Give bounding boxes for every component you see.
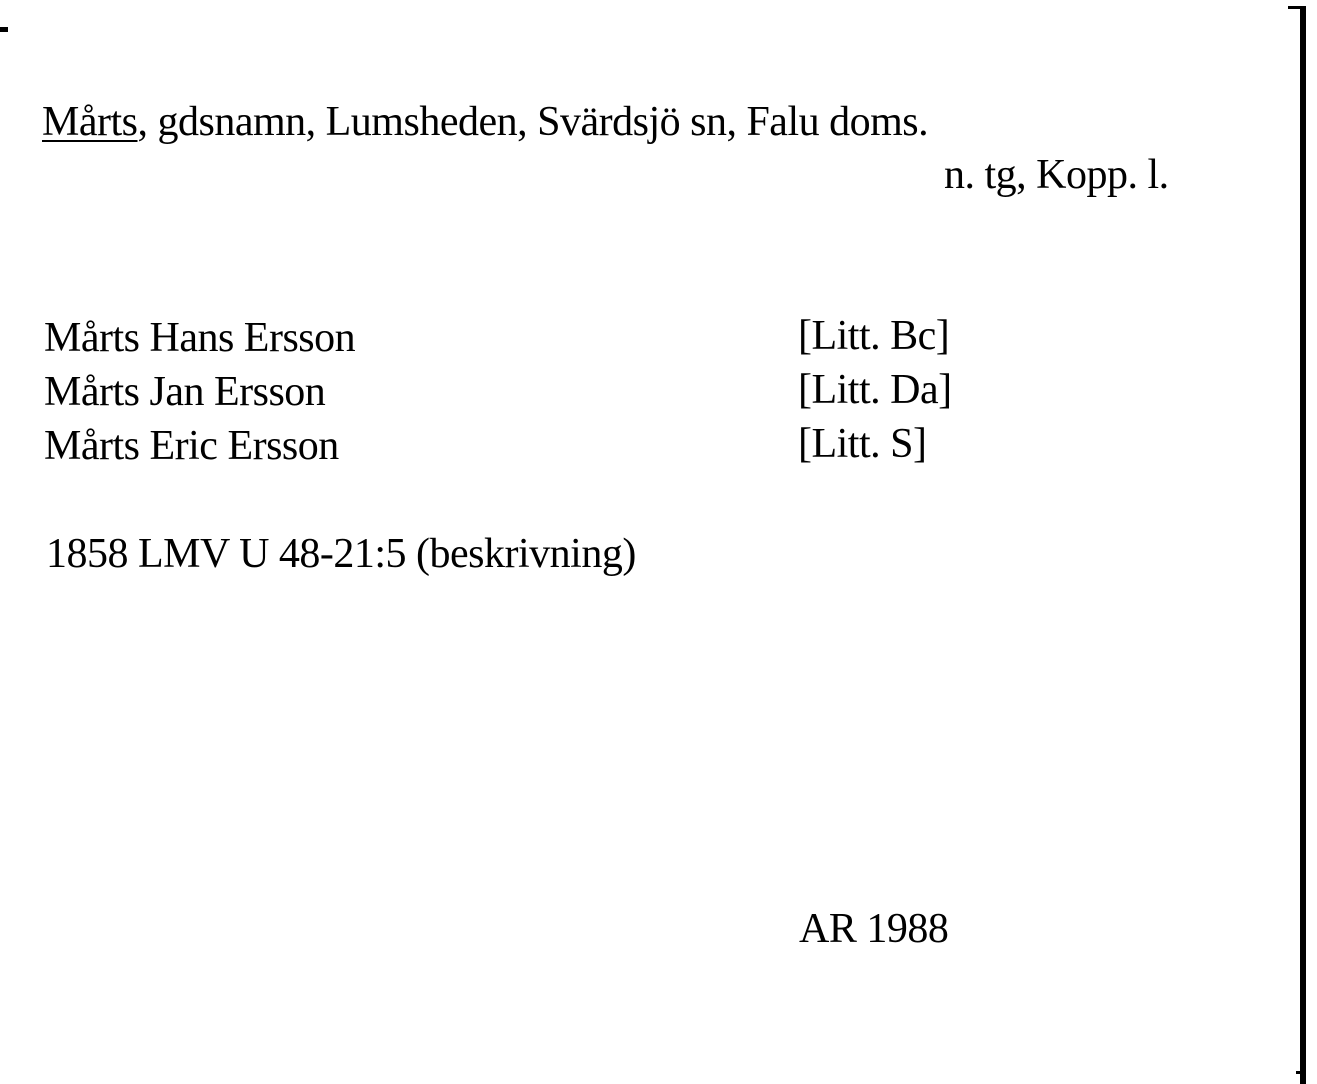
person-ref: [Litt. Bc] [798, 313, 950, 359]
heading-rest: , gdsnamn, Lumsheden, Svärdsjö sn, Falu doms. [137, 99, 929, 145]
right-border-line [1300, 6, 1306, 1084]
corner-tick-mark [0, 27, 8, 32]
right-border-bottom-cap [1296, 1071, 1306, 1074]
person-ref: [Litt. Da] [798, 367, 952, 413]
signature: AR 1988 [799, 906, 949, 952]
source-reference: 1858 LMV U 48-21:5 (beskrivning) [46, 531, 636, 577]
person-ref: [Litt. S] [798, 421, 927, 467]
headword: Mårts [42, 99, 138, 145]
heading-second-line: n. tg, Kopp. l. [944, 152, 1169, 198]
person-name: Mårts Hans Ersson [44, 315, 356, 361]
heading-line [42, 101, 928, 143]
person-name: Mårts Eric Ersson [44, 423, 339, 469]
person-name: Mårts Jan Ersson [44, 369, 326, 415]
